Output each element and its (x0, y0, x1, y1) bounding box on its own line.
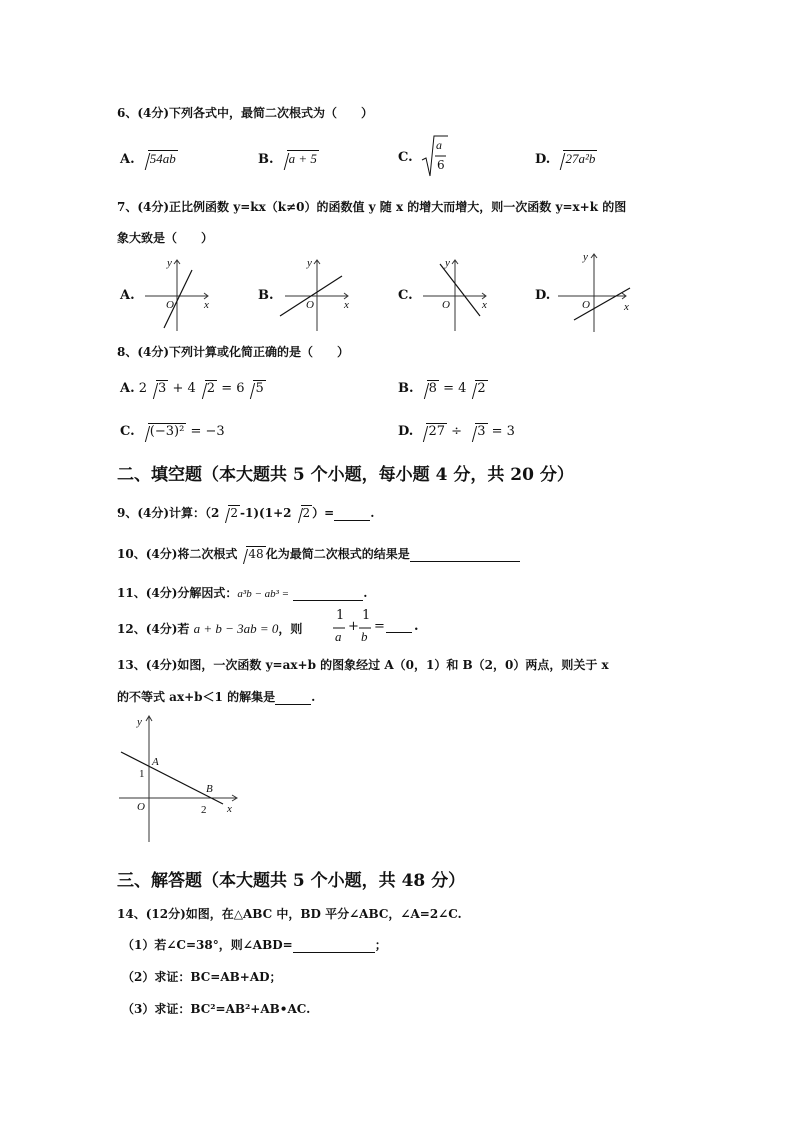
radical (139, 150, 178, 167)
q7-graph-b[interactable] (280, 256, 355, 334)
q9 (117, 504, 374, 521)
q6-c-fraction-radical (422, 134, 448, 178)
radicand: 2 (230, 506, 239, 520)
option-label: D. (535, 152, 551, 167)
radicand: 2 (477, 381, 486, 396)
fraction-1-numerator: 1 (336, 608, 345, 623)
radical (237, 546, 265, 561)
y-axis-label: y (137, 716, 142, 728)
origin-label: O (306, 299, 314, 311)
text: 10、(4分)将二次根式 (117, 547, 238, 561)
expression: a³b − ab³ = (237, 588, 290, 600)
x-axis-label: x (482, 299, 487, 311)
answer-blank[interactable] (410, 549, 520, 562)
answer-blank[interactable] (293, 940, 375, 953)
radicand: 3 (158, 381, 167, 396)
q14-part2: （2）求证：BC=AB+AD； (122, 970, 282, 984)
fraction-1-denominator: a (335, 629, 342, 644)
equals: = 6 (221, 381, 245, 396)
radical (292, 505, 313, 520)
q14-part3: （3）求证：BC²=AB²+AB•AC. (122, 1002, 311, 1016)
radical (219, 505, 240, 520)
q7-graph-c[interactable] (418, 256, 493, 334)
q13-line2 (117, 688, 315, 705)
q6-option-b[interactable] (258, 150, 319, 167)
q13-line1: 13、(4分)如图，一次函数 y=ax+b 的图象经过 A（0，1）和 B（2，0）两点，则关于 x (117, 658, 609, 672)
text: （1）若∠C=38°，则∠ABD= (122, 938, 293, 952)
radical (147, 380, 168, 396)
x-axis-label: x (624, 301, 629, 313)
radicand: 3 (477, 424, 486, 439)
radicand: 8 (428, 381, 437, 396)
q12 (117, 620, 302, 637)
text: 的不等式 ax+b＜1 的解集是 (117, 690, 276, 704)
q6-option-a[interactable] (120, 150, 178, 167)
text: 11、(4分)分解因式： (117, 586, 238, 600)
radical (278, 150, 319, 167)
text: -1)(1+2 (240, 506, 292, 520)
q6-option-c[interactable] (398, 150, 413, 165)
radicand: 27 (428, 424, 446, 439)
answer-blank[interactable] (386, 620, 412, 633)
q10 (117, 545, 520, 562)
q8-stem: 8、(4分)下列计算或化简正确的是（ ） (117, 345, 350, 359)
text: ； (374, 938, 387, 952)
answer-blank[interactable] (334, 508, 370, 521)
q7-option-d-label[interactable]: D. (535, 288, 551, 303)
radical (418, 380, 439, 396)
text: 9、(4分)计算：（2 (117, 506, 220, 520)
option-label: B. (258, 152, 274, 167)
answer-blank[interactable] (275, 692, 311, 705)
radicand: 5 (255, 381, 264, 396)
operator: ÷ (451, 424, 463, 439)
q12-fraction-expression (332, 608, 452, 648)
section-3-title: 三、解答题（本大题共 5 个小题，共 48 分） (117, 871, 466, 891)
origin-label: O (166, 299, 174, 311)
origin-label: O (137, 801, 145, 813)
option-label: B. (398, 381, 414, 396)
period: . (414, 619, 419, 634)
point-b-label: B (206, 783, 213, 795)
y-axis-label: y (583, 251, 588, 263)
radical (466, 380, 487, 396)
option-label: D. (398, 424, 414, 439)
y-axis-label: y (307, 257, 312, 269)
q7-option-c-label[interactable]: C. (398, 288, 413, 303)
option-label: C. (398, 150, 413, 165)
period: . (311, 690, 316, 704)
q7-graph-a[interactable] (140, 256, 215, 334)
radicand: 2 (206, 381, 216, 396)
x-axis-label: x (204, 299, 209, 311)
equals: = −3 (190, 424, 225, 439)
x-axis-label: x (227, 803, 232, 815)
function-line (121, 752, 223, 804)
text: 化为最简二次根式的结果是 (265, 547, 410, 561)
text: ，则 (278, 622, 303, 636)
radicand: a + 5 (288, 151, 317, 166)
q7-option-b-label[interactable]: B. (258, 288, 274, 303)
point-a-label: A (152, 756, 159, 768)
radicand: 54ab (149, 151, 176, 166)
equals: = (374, 619, 385, 634)
q8-option-d[interactable] (398, 423, 515, 439)
q8-option-c[interactable] (120, 423, 225, 439)
period: . (370, 506, 375, 520)
q6-option-d[interactable] (535, 150, 597, 167)
coefficient: 2 (138, 381, 148, 396)
y-axis-label: y (167, 257, 172, 269)
radicand: 2 (302, 506, 311, 520)
fraction-2-numerator: 1 (362, 608, 371, 623)
operator: + 4 (172, 381, 196, 396)
q14-part1 (122, 936, 387, 953)
radical (196, 380, 217, 396)
q7-option-a-label[interactable]: A. (120, 288, 135, 303)
y-intercept-label: 1 (139, 768, 145, 780)
answer-blank[interactable] (293, 588, 363, 601)
q7-stem-line2: 象大致是（ ） (117, 231, 214, 245)
equals: = 4 (443, 381, 467, 396)
condition: a + b − 3ab = 0 (193, 621, 279, 636)
q7-stem-line1: 7、(4分)正比例函数 y=kx（k≠0）的函数值 y 随 x 的增大而增大，则一次函数 y=x+k 的图 (117, 200, 627, 214)
plus: + (348, 619, 359, 634)
q8-option-b[interactable] (398, 380, 488, 396)
fraction-2-denominator: b (361, 629, 368, 644)
radical (466, 423, 487, 439)
fraction-denominator: 6 (437, 158, 445, 172)
q8-option-a[interactable] (120, 380, 266, 396)
radicand: (−3)² (149, 424, 185, 439)
q14-stem: 14、(12分)如图，在△ABC 中，BD 平分∠ABC，∠A=2∠C. (117, 907, 462, 921)
y-axis-label: y (445, 257, 450, 269)
radical (244, 380, 265, 396)
option-label: C. (120, 424, 135, 439)
radicand: 27a²b (565, 151, 596, 166)
radical (139, 423, 187, 439)
equals: = 3 (491, 424, 515, 439)
radical (554, 150, 597, 167)
text: 12、(4分)若 (117, 622, 190, 636)
origin-label: O (442, 299, 450, 311)
section-2-title: 二、填空题（本大题共 5 个小题，每小题 4 分，共 20 分） (117, 465, 574, 485)
option-label: A. (120, 381, 135, 396)
radicand: 48 (248, 547, 264, 561)
origin-label: O (582, 299, 590, 311)
radical (417, 423, 447, 439)
option-label: A. (120, 152, 135, 167)
x-axis-label: x (344, 299, 349, 311)
q13-graph (115, 712, 245, 846)
q6-stem: 6、(4分)下列各式中，最简二次根式为（ ） (117, 106, 374, 120)
x-intercept-label: 2 (201, 804, 207, 816)
fraction-numerator: a (436, 138, 442, 152)
period: . (363, 586, 368, 600)
text: ）= (312, 506, 335, 520)
q11 (117, 584, 367, 601)
q7-graph-d[interactable] (556, 250, 636, 334)
